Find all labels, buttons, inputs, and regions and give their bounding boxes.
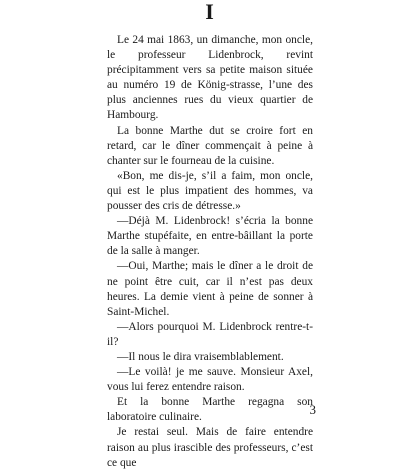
paragraph: «Bon, me dis-je, s’il a faim, mon oncle, qui est le plus impatient des hommes, va pousser des cris de détresse.» [107, 169, 313, 213]
paragraph: —Le voilà! je me sauve. Monsieur Axel, vous lui ferez entendre raison. [107, 366, 313, 394]
page-number: 3 [309, 402, 316, 417]
paragraph: Et la bonne Marthe regagna son laboratoire culinaire. [107, 396, 313, 424]
paragraph: Je restai seul. Mais de faire entendre raison au plus irascible des professeurs, c’est ce que [107, 426, 313, 469]
paragraph: Le 24 mai 1863, un dimanche, mon oncle, le professeur Lidenbrock, revint précipitamment vers sa petite maison située au numéro 19 de König-strasse, l’une des plus anciennes rues du vieux quartier de Hambourg. [107, 34, 313, 122]
body-text [107, 33, 313, 471]
paragraph: —Alors pourquoi M. Lidenbrock rentre-t-il? [107, 320, 313, 348]
paragraph: —Oui, Marthe; mais le dîner a le droit de ne point être cuit, car il n’est pas deux heures. La demie vient à peine de sonner à Saint-Michel. [107, 260, 313, 318]
paragraph: —Il nous le dira vraisemblablement. [117, 350, 284, 363]
paragraph: —Déjà M. Lidenbrock! s’écria la bonne Marthe stupéfaite, en entre-bâillant la porte de la salle à manger. [107, 215, 313, 258]
chapter-heading: I [205, 0, 215, 24]
paragraph: La bonne Marthe dut se croire fort en retard, car le dîner commençait à peine à chanter sur le fourneau de la cuisine. [107, 124, 313, 167]
